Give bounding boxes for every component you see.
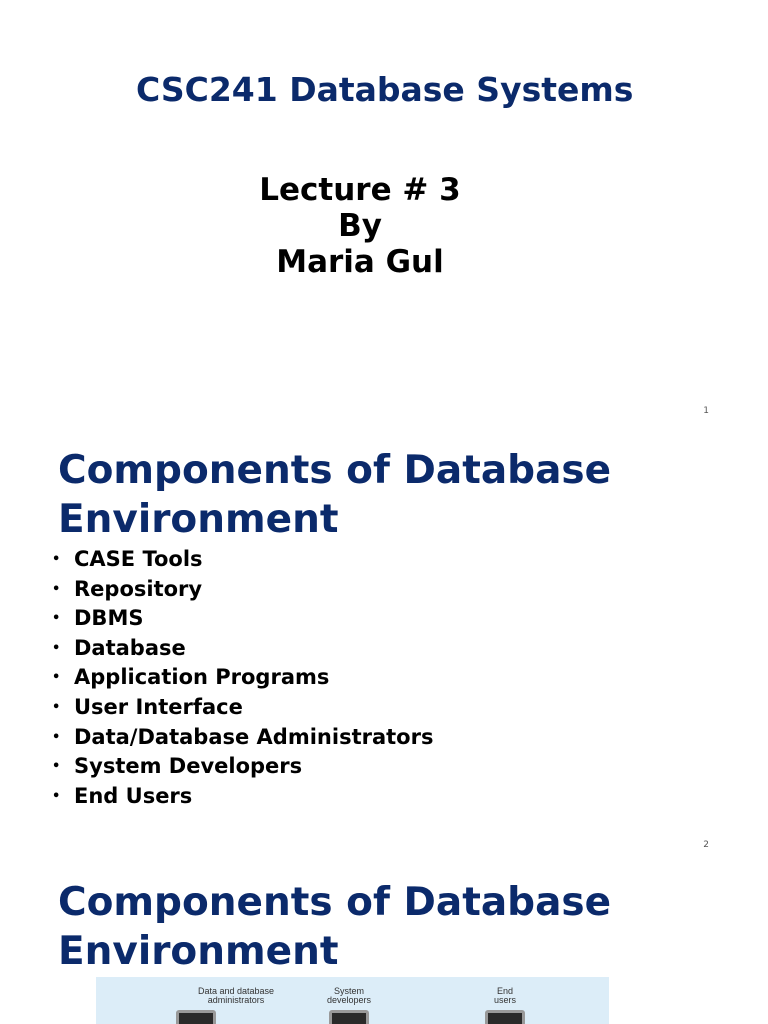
bullet-icon: • bbox=[52, 729, 61, 745]
title-slide bbox=[0, 0, 768, 430]
list-item-label: User Interface bbox=[74, 694, 243, 719]
heading-line-1: Components of Database bbox=[58, 880, 612, 925]
list-item-label: Repository bbox=[74, 576, 203, 601]
lecture-info bbox=[0, 172, 720, 280]
list-item-label: Application Programs bbox=[74, 665, 330, 690]
list-item bbox=[52, 663, 433, 693]
bullet-icon: • bbox=[52, 759, 61, 775]
label-line: administrators bbox=[207, 995, 265, 1005]
diagram-label-end-users bbox=[450, 987, 560, 1005]
label-line: End bbox=[496, 986, 513, 996]
list-item bbox=[52, 545, 433, 575]
computer-terminal-icon bbox=[329, 1010, 369, 1024]
components-diagram bbox=[96, 977, 609, 1024]
list-item-label: Database bbox=[74, 635, 186, 660]
list-item bbox=[52, 575, 433, 605]
list-item bbox=[52, 634, 433, 664]
list-item bbox=[52, 723, 433, 753]
list-item bbox=[52, 752, 433, 782]
list-item-label: Data/Database Administrators bbox=[74, 724, 434, 749]
bullet-icon: • bbox=[52, 670, 61, 686]
lecture-by: By bbox=[338, 208, 382, 244]
label-line: System bbox=[333, 986, 364, 996]
heading-line-2: Environment bbox=[58, 929, 339, 974]
list-item-label: DBMS bbox=[74, 606, 144, 631]
bullet-icon: • bbox=[52, 611, 61, 627]
bullet-icon: • bbox=[52, 640, 61, 656]
diagram-label-administrators bbox=[181, 987, 291, 1005]
list-item bbox=[52, 782, 433, 812]
label-line: users bbox=[493, 995, 516, 1005]
lecturer-name: Maria Gul bbox=[276, 244, 444, 280]
slide-heading bbox=[58, 878, 611, 976]
computer-terminal-icon bbox=[176, 1010, 216, 1024]
slide-heading bbox=[58, 446, 611, 544]
heading-line-2: Environment bbox=[58, 497, 339, 542]
list-item-label: End Users bbox=[74, 783, 193, 808]
components-diagram-slide bbox=[0, 860, 768, 1024]
bullet-icon: • bbox=[52, 788, 61, 804]
course-title: CSC241 Database Systems bbox=[136, 70, 634, 109]
heading-line-1: Components of Database bbox=[58, 448, 612, 493]
bullet-icon: • bbox=[52, 552, 61, 567]
diagram-label-developers bbox=[294, 987, 404, 1005]
lecture-number: Lecture # 3 bbox=[259, 172, 461, 208]
components-list-slide bbox=[0, 430, 768, 860]
page-number: 1 bbox=[703, 406, 709, 416]
label-line: Data and database bbox=[197, 986, 275, 996]
list-item bbox=[52, 604, 433, 634]
bullet-icon: • bbox=[52, 581, 61, 597]
list-item bbox=[52, 693, 433, 723]
list-item-label: CASE Tools bbox=[74, 547, 203, 571]
label-line: developers bbox=[326, 995, 372, 1005]
list-item-label: System Developers bbox=[74, 754, 303, 779]
bullet-icon: • bbox=[52, 699, 61, 715]
page-number: 2 bbox=[703, 840, 709, 850]
components-list bbox=[52, 545, 433, 811]
computer-terminal-icon bbox=[485, 1010, 525, 1024]
